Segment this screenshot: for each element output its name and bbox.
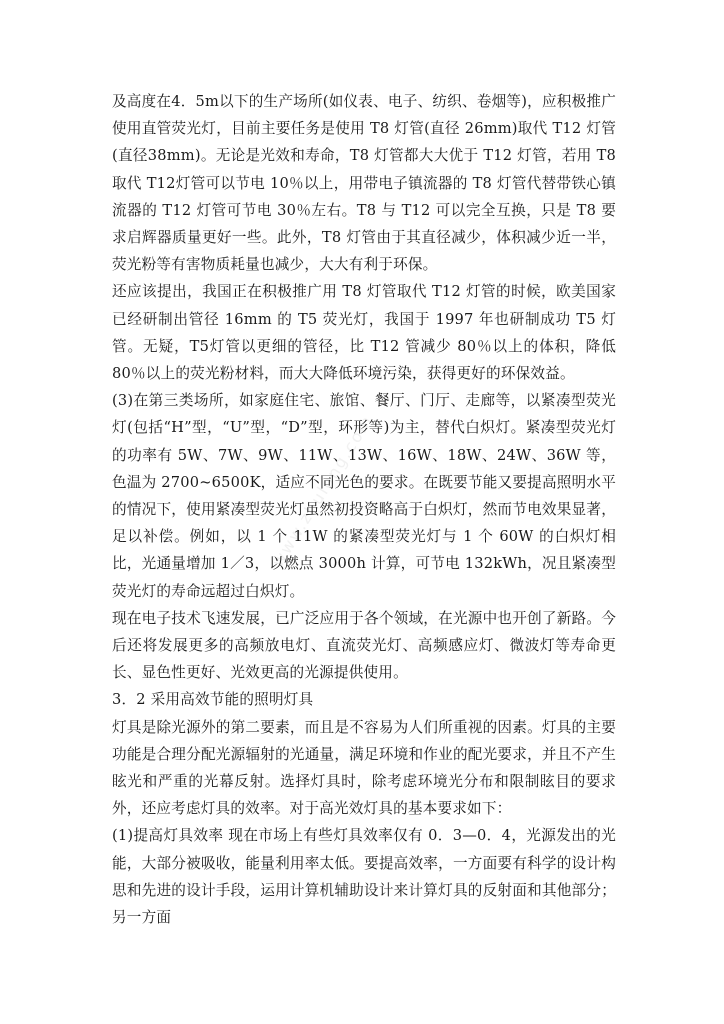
section-heading: 3．2 采用高效节能的照明灯具 [112,691,314,709]
paragraph-t5-tubes: 还应该提出，我国正在积极推广用 T8 灯管取代 T12 灯管的时候，欧美国家已经研制出管径 16mm 的 T5 荧光灯，我国于 1997 年也研制成功 T5 灯管。无疑，T5灯管以更细的管径，比 T12 管减少 80％以上的体积，降低 80％以上的荧光粉材料，而大大降低环境污染，获得更好的环保效益。 [112,283,616,383]
document-body [112,88,616,931]
paragraph-new-light-sources: 现在电子技术飞速发展，已广泛应用于各个领域，在光源中也开创了新路。今后还将发展更多的高频放电灯、直流荧光灯、高频感应灯、微波灯等寿命更长、显色性更好、光效更高的光源提供使用。 [112,609,616,682]
paragraph-luminaires: 灯具是除光源外的第二要素，而且是不容易为人们所重视的因素。灯具的主要功能是合理分配光源辐射的光通量，满足环境和作业的配光要求，并且不产生眩光和严重的光幕反射。选择灯具时，除考虑环境光分布和限制眩目的要求外，还应考虑灯具的效率。对于高光效灯具的基本要求如下： [112,718,616,818]
paragraph-t8-tubes: 及高度在4．5m以下的生产场所(如仪表、电子、纺织、卷烟等)，应积极推广使用直管荧光灯，目前主要任务是使用 T8 灯管(直径 26mm)取代 T12 灯管(直径38mm)。无论是光效和寿命，T8 灯管都大大优于 T12 灯管，若用 T8 取代 T12灯管可以节电 10％以上，用带电子镇流器的 T8 灯管代替带铁心镇流器的 T12 灯管可节电 30％左右。T8 与 T12 可以完全互换，只是 T8 要求启辉器质量更好一些。此外，T8 灯管由于其直径减少，体积减少近一半，荧光粉等有害物质耗量也减少，大大有利于环保。 [112,93,616,274]
paragraph-luminaire-efficiency: (1)提高灯具效率 现在市场上有些灯具效率仅有 0．3—0．4，光源发出的光能，大部分被吸收，能量利用率太低。要提高效率，一方面要有科学的设计构思和先进的设计手段，运用计算机辅助设计来计算灯具的反射面和其他部分；另一方面 [112,827,616,927]
paragraph-compact-fluorescent: (3)在第三类场所，如家庭住宅、旅馆、餐厅、门厅、走廊等，以紧凑型荧光灯(包括“H”型，“U”型，“D”型，环形等)为主，替代白炽灯。紧凑型荧光灯的功率有 5W、7W、9W、11W、13W、16W、18W、24W、36W 等，色温为 2700~6500K，适应不同光色的要求。在既要节能又要提高照明水平的情况下，使用紧凑型荧光灯虽然初投资略高于白炽灯，然而节电效果显著，足以补偿。例如，以 1 个 11W 的紧凑型荧光灯与 1 个 60W 的白炽灯相比，光通量增加 1／3，以燃点 3000h 计算，可节电 132kWh，况且紧凑型荧光灯的寿命远超过白炽灯。 [112,392,616,600]
watermark: www.zhulong.com [268,411,378,571]
